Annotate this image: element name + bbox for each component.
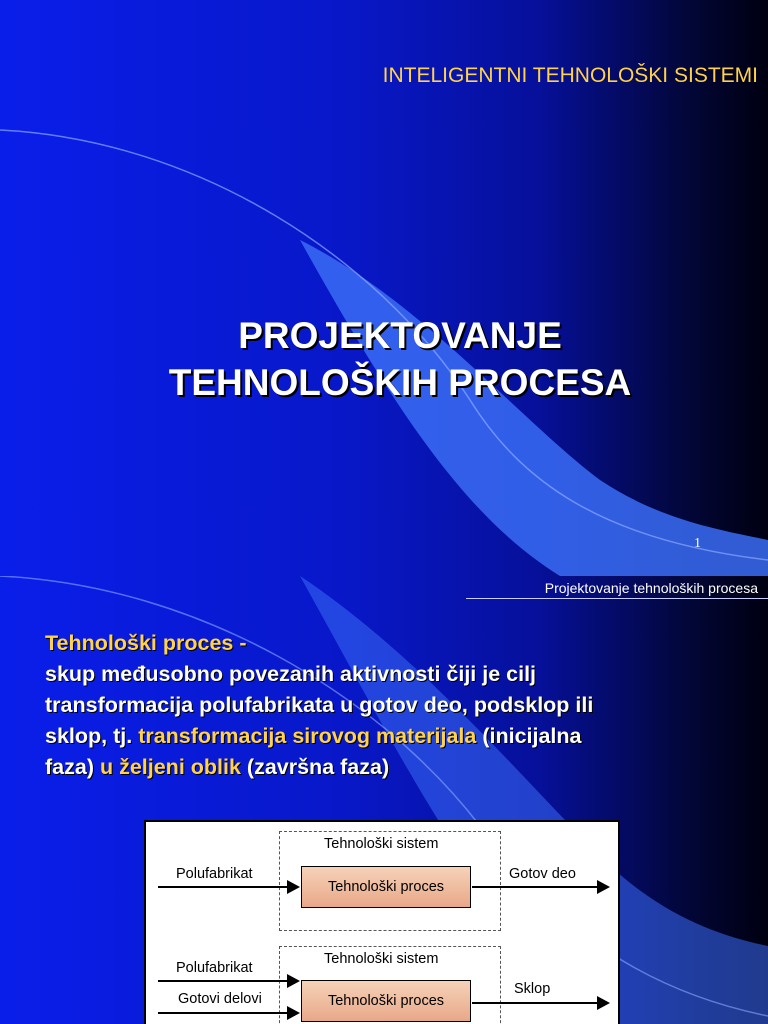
definition-text (45, 628, 745, 783)
system-label-top: Tehnološki sistem (324, 836, 439, 852)
term-heading: Tehnološki proces - (45, 631, 247, 655)
output-label-top: Gotov deo (509, 866, 576, 882)
course-title: INTELIGENTNI TEHNOLOŠKI SISTEMI (382, 64, 758, 87)
input1-label-bottom: Polufabrikat (176, 960, 253, 976)
input-arrow-top (158, 886, 298, 888)
slide-2 (0, 576, 768, 1024)
process-box-bottom: Tehnološki proces (301, 980, 471, 1022)
definition-line-4 (45, 752, 745, 783)
title-line-1: PROJEKTOVANJE (238, 315, 562, 356)
title-line-2: TEHNOLOŠKIH PROCESA (168, 362, 632, 403)
text-segment: faza) (45, 755, 100, 779)
process-diagram (144, 820, 620, 1024)
definition-line-1: skup međusobno povezanih aktivnosti čiji je cilj (45, 662, 537, 686)
definition-line-3 (45, 721, 745, 752)
input1-arrow-bottom (158, 980, 298, 982)
slide-title (0, 312, 768, 406)
slide-header: Projektovanje tehnoloških procesa (544, 580, 758, 596)
output-arrow-top (472, 886, 608, 888)
system-label-bottom: Tehnološki sistem (324, 951, 439, 967)
input-label-top: Polufabrikat (176, 866, 253, 882)
definition-line-2: transformacija polufabrikata u gotov deo, podsklop ili (45, 693, 594, 717)
highlight-raw-material: transformacija sirovog materijala (138, 724, 477, 748)
input2-label-bottom: Gotovi delovi (178, 991, 262, 1007)
text-segment: (završna faza) (240, 755, 390, 779)
process-box-top: Tehnološki proces (301, 866, 471, 908)
page-number: 1 (694, 536, 701, 551)
output-arrow-bottom (472, 1002, 608, 1004)
highlight-desired-shape: u željeni oblik (99, 755, 241, 779)
header-rule (466, 598, 768, 599)
output-label-bottom: Sklop (514, 981, 551, 997)
text-segment: sklop, tj. (45, 724, 139, 748)
text-segment: (inicijalna (476, 724, 582, 748)
input2-arrow-bottom (158, 1012, 298, 1014)
